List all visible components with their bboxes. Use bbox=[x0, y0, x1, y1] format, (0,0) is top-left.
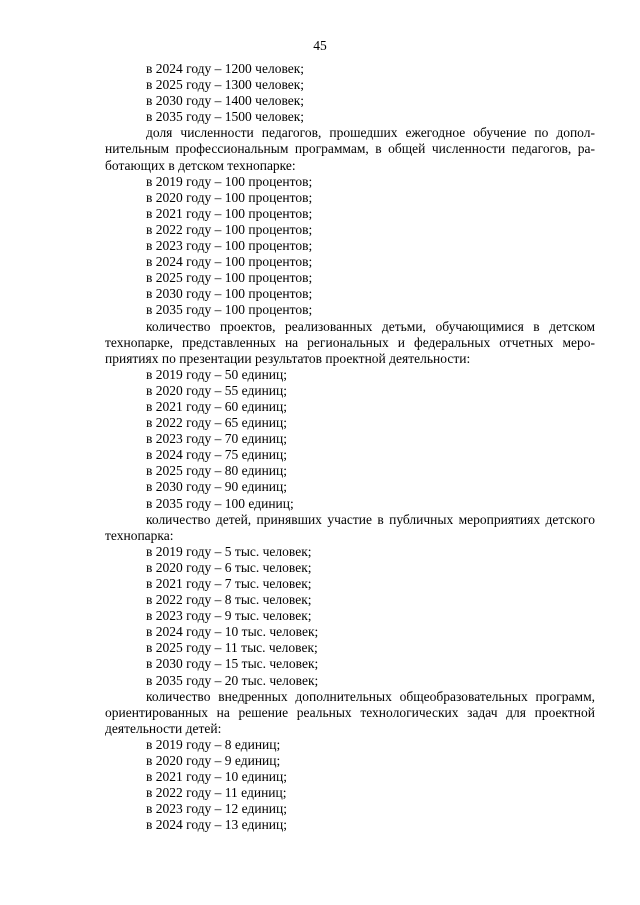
paragraph: количество детей, принявших участие в публичных мероприятиях детского технопарка: bbox=[105, 511, 595, 543]
list-item: в 2030 году – 1400 человек; bbox=[146, 93, 305, 109]
paragraph: количество проектов, реализованных детьми, обучающимися в детском технопарке, представленных на региональных и федеральных отчетных мероприятиях по презентации результатов проектной деятельности: bbox=[105, 318, 595, 366]
list-item: в 2021 году – 60 единиц; bbox=[146, 398, 288, 414]
list-item: в 2035 году – 100 единиц; bbox=[146, 495, 294, 511]
list-item: в 2022 году – 100 процентов; bbox=[146, 221, 313, 237]
paragraph: количество внедренных дополнительных общеобразовательных программ, ориентированных на решение реальных технологических задач для проектной деятельности детей: bbox=[105, 688, 595, 736]
list-item: в 2030 году – 90 единиц; bbox=[146, 479, 288, 495]
list-item: в 2023 году – 70 единиц; bbox=[146, 431, 288, 447]
list-item: в 2019 году – 8 единиц; bbox=[146, 736, 281, 752]
list-item: в 2023 году – 9 тыс. человек; bbox=[146, 608, 312, 624]
paragraph: доля численности педагогов, прошедших ежегодное обучение по дополнительным профессиональным программам, в общей численности педагогов, работающих в детском технопарке: bbox=[105, 125, 595, 173]
list-item: в 2021 году – 10 единиц; bbox=[146, 769, 288, 785]
list-item: в 2020 году – 100 процентов; bbox=[146, 189, 313, 205]
list-item: в 2030 году – 100 процентов; bbox=[146, 286, 313, 302]
list-item: в 2025 году – 100 процентов; bbox=[146, 270, 313, 286]
list-item: в 2022 году – 8 тыс. человек; bbox=[146, 592, 312, 608]
list-item: в 2024 году – 13 единиц; bbox=[146, 817, 288, 833]
list-item: в 2022 году – 11 единиц; bbox=[146, 785, 287, 801]
list-item: в 2019 году – 100 процентов; bbox=[146, 173, 313, 189]
page-number: 45 bbox=[313, 38, 327, 53]
list-item: в 2024 году – 1200 человек; bbox=[146, 61, 305, 76]
list-item: в 2023 году – 12 единиц; bbox=[146, 801, 288, 817]
list-item: в 2025 году – 80 единиц; bbox=[146, 463, 288, 479]
list-item: в 2019 году – 5 тыс. человек; bbox=[146, 543, 312, 559]
document-body bbox=[105, 61, 595, 834]
list-item: в 2030 году – 15 тыс. человек; bbox=[146, 656, 319, 672]
list-item: в 2021 году – 100 процентов; bbox=[146, 205, 313, 221]
list-item: в 2024 году – 75 единиц; bbox=[146, 447, 288, 463]
list-item: в 2025 году – 11 тыс. человек; bbox=[146, 640, 318, 656]
list-item: в 2019 году – 50 единиц; bbox=[146, 366, 288, 382]
list-item: в 2020 году – 6 тыс. человек; bbox=[146, 559, 312, 575]
list-item: в 2035 году – 1500 человек; bbox=[146, 109, 305, 125]
list-item: в 2020 году – 9 единиц; bbox=[146, 753, 281, 769]
list-item: в 2035 году – 100 процентов; bbox=[146, 302, 313, 318]
list-item: в 2020 году – 55 единиц; bbox=[146, 382, 288, 398]
list-item: в 2022 году – 65 единиц; bbox=[146, 415, 288, 431]
list-item: в 2023 году – 100 процентов; bbox=[146, 238, 313, 254]
list-item: в 2024 году – 100 процентов; bbox=[146, 254, 313, 270]
list-item: в 2035 году – 20 тыс. человек; bbox=[146, 672, 319, 688]
list-item: в 2021 году – 7 тыс. человек; bbox=[146, 576, 312, 591]
list-item: в 2025 году – 1300 человек; bbox=[146, 77, 305, 93]
list-item: в 2024 году – 10 тыс. человек; bbox=[146, 624, 319, 640]
